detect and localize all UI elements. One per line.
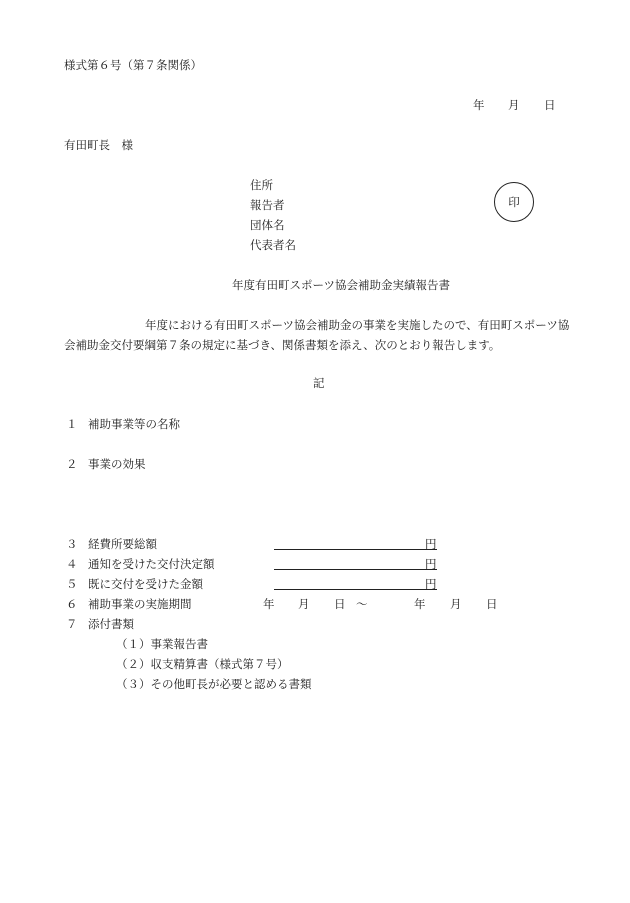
period-end-day: 日 — [486, 597, 498, 611]
addressee: 有田町長 様 — [64, 138, 133, 152]
seal-text: 印 — [508, 195, 520, 209]
date-year: 年 — [473, 98, 485, 112]
attachment-item: （２）収支精算書（様式第７号） — [116, 657, 289, 671]
item-number: ５ — [66, 577, 78, 591]
item-label: 既に交付を受けた金額 — [88, 577, 203, 591]
attachment-item: （３）その他町長が必要と認める書類 — [116, 677, 312, 691]
period-end-month: 月 — [450, 597, 462, 611]
period-start-year: 年 — [263, 597, 275, 611]
item-number: ６ — [66, 597, 78, 611]
period-tilde: ～ — [356, 597, 368, 611]
yen-unit: 円 — [425, 537, 437, 551]
item-number: ７ — [66, 617, 78, 631]
item-number: １ — [66, 417, 78, 431]
body-line-2: 会補助金交付要綱第７条の規定に基づき、関係書類を添え、次のとおり報告します。 — [64, 338, 501, 352]
period-start-day: 日 — [334, 597, 346, 611]
seal-mark — [494, 182, 534, 222]
yen-unit: 円 — [425, 557, 437, 571]
item-number: ３ — [66, 537, 78, 551]
form-number: 様式第６号（第７条関係） — [64, 58, 202, 72]
item-label: 添付書類 — [88, 617, 134, 631]
body-line-1: 年度における有田町スポーツ協会補助金の事業を実施したので、有田町スポーツ協 — [145, 318, 570, 332]
item-label: 事業の効果 — [88, 457, 146, 471]
amount-underline — [274, 569, 437, 570]
amount-underline — [274, 549, 437, 550]
item-label: 経費所要総額 — [88, 537, 157, 551]
attachment-item: （１）事業報告書 — [116, 637, 208, 651]
date-month: 月 — [508, 98, 520, 112]
document-title: 年度有田町スポーツ協会補助金実績報告書 — [232, 278, 451, 292]
item-label: 補助事業等の名称 — [88, 417, 180, 431]
period-start-month: 月 — [298, 597, 310, 611]
reporter-label: 報告者 — [250, 198, 285, 212]
representative-label: 代表者名 — [250, 238, 296, 252]
date-day: 日 — [544, 98, 556, 112]
item-label: 補助事業の実施期間 — [88, 597, 192, 611]
item-number: ２ — [66, 457, 78, 471]
address-label: 住所 — [250, 178, 273, 192]
period-end-year: 年 — [414, 597, 426, 611]
yen-unit: 円 — [425, 577, 437, 591]
item-label: 通知を受けた交付決定額 — [88, 557, 215, 571]
amount-underline — [274, 589, 437, 590]
item-number: ４ — [66, 557, 78, 571]
ki-heading: 記 — [313, 376, 325, 390]
org-name-label: 団体名 — [250, 218, 285, 232]
